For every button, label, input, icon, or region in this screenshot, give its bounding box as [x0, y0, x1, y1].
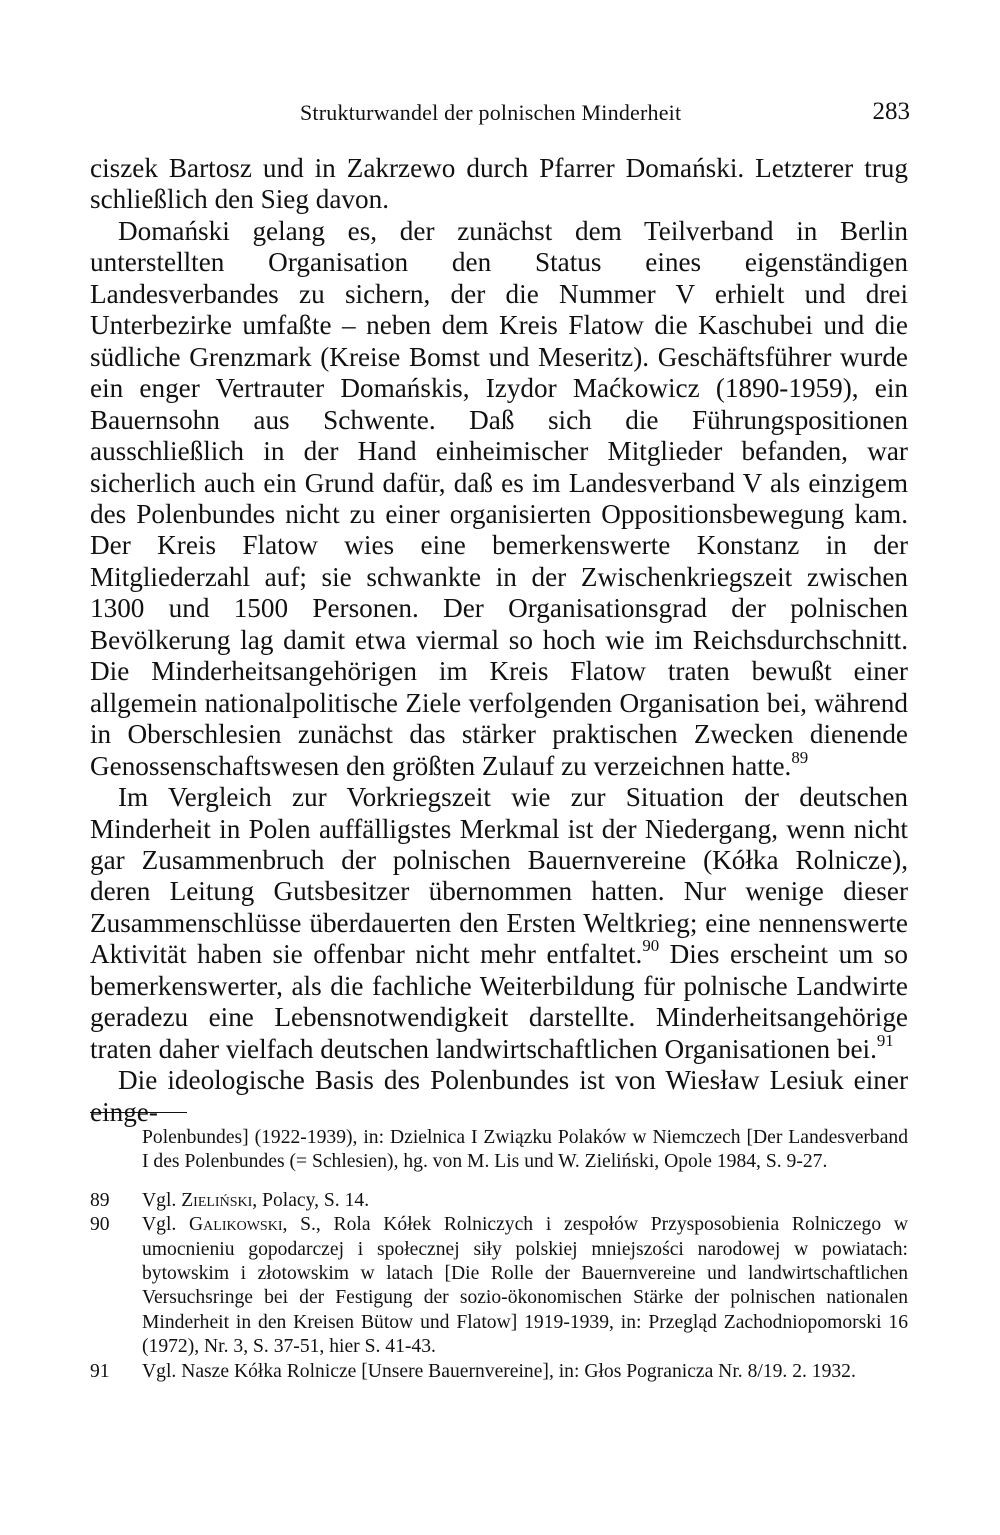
- footnote-author: Galikowski: [189, 1214, 283, 1236]
- footnote-text: , Polacy, S. 14.: [252, 1189, 370, 1211]
- page-number: 283: [872, 98, 910, 125]
- footnote-number: 89: [90, 1189, 110, 1211]
- footnote-ref-91: 91: [876, 1030, 894, 1050]
- main-text: [90, 153, 908, 1128]
- footnote-separator: [90, 1112, 187, 1113]
- footnote-89: [90, 1189, 908, 1213]
- paragraph-3-text-b: Dies erscheint um so bemerkenswerter, als die fachliche Weiterbildung für polnische Landwirte geradezu eine Lebensnotwendigkeit darstellte. Minderheitsangehörige traten daher vielfach deutschen landwirtschaftlichen Organisationen bei.: [90, 939, 908, 1064]
- footnote-91: [90, 1360, 908, 1384]
- footnote-continued-text: Polenbundes] (1922-1939), in: Dzielnica I Związku Polaków w Niemczech [Der Landesverband I des Polenbundes (= Schlesien), hg. von M. Lis und W. Zieliński, Opole 1984, S. 9-27.: [142, 1127, 908, 1173]
- paragraph-4: Die ideologische Basis des Polenbundes ist von Wiesław Lesiuk einer einge-: [90, 1065, 908, 1127]
- paragraph-1: ciszek Bartosz und in Zakrzewo durch Pfarrer Domański. Letzterer trug schließlich den Sieg davon.: [90, 153, 908, 215]
- footnotes: [90, 1126, 908, 1384]
- footnote-ref-89: 89: [791, 747, 809, 767]
- footnote-text: Vgl. Nasze Kółka Rolnicze [Unsere Bauernvereine], in: Głos Pogranicza Nr. 8/19. 2. 1932.: [142, 1360, 856, 1382]
- footnote-number: 91: [90, 1360, 110, 1382]
- footnote-text: Vgl.: [142, 1214, 190, 1236]
- footnote-number: 90: [90, 1214, 110, 1236]
- footnote-text: , S., Rola Kółek Rolniczych i zespołów Przysposobienia Rolniczego w umocnieniu gopodarczej i społecznej siły polskiej mniejszości narodowej w powiatach: bytowskim i złotowskim w latach [Die Rolle der Bauernvereine und landwirtschaftlichen Versuchsringe bei der Festigung der sozio-ökonomischen Stärke der polnischen nationalen Minderheit in den Kreisen Bütow und Flatow] 1919-1939, in: Przegląd Zachodniopomorski 16 (1972), Nr. 3, S. 37-51, hier S. 41-43.: [142, 1214, 908, 1358]
- footnote-90: [90, 1213, 908, 1359]
- footnote-text: Vgl.: [142, 1189, 182, 1211]
- footnote-ref-90: 90: [642, 936, 660, 956]
- paragraph-2: [90, 216, 908, 782]
- paragraph-2-text: Domański gelang es, der zunächst dem Teilverband in Berlin unterstellten Organisation den Status eines eigenständigen Landesverbandes zu sichern, der die Nummer V erhielt und drei Unterbezirke umfaßte – neben dem Kreis Flatow die Kaschubei und die südliche Grenzmark (Kreise Bomst und Meseritz). Geschäftsführer wurde ein enger Vertrauter Domańskis, Izydor Maćkowicz (1890-1959), ein Bauernsohn aus Schwente. Daß sich die Führungspositionen ausschließlich in der Hand einheimischer Mitglieder befanden, war sicherlich auch ein Grund dafür, daß es im Landesverband V als einzigem des Polenbundes nicht zu einer organisierten Oppositionsbewegung kam. Der Kreis Flatow wies eine bemerkenswerte Konstanz in der Mitgliederzahl auf; sie schwankte in der Zwischenkriegszeit zwischen 1300 und 1500 Personen. Der Organisationsgrad der polnischen Bevölkerung lag damit etwa viermal so hoch wie im Reichsdurchschnitt. Die Minderheitsangehörigen im Kreis Flatow traten bewußt einer allgemein nationalpolitische Ziele verfolgenden Organisation bei, während in Oberschlesien zunächst das stärker praktischen Zwecken dienende Genossenschaftswesen den größten Zulauf zu verzeichnen hatte.: [90, 215, 908, 781]
- footnote-continued: [90, 1126, 908, 1175]
- footnote-author: Zieliński: [181, 1189, 253, 1211]
- paragraph-3: [90, 782, 908, 1065]
- paragraph-3-text-a: Im Vergleich zur Vorkriegszeit wie zur Situation der deutschen Minderheit in Polen auffälligstes Merkmal ist der Niedergang, wenn nicht gar Zusammenbruch der polnischen Bauernvereine (Kółka Rolnicze), deren Leitung Gutsbesitzer übernommen hatten. Nur wenige dieser Zusammenschlüsse überdauerten den Ersten Weltkrieg; eine nennenswerte Aktivität haben sie offenbar nicht mehr entfaltet.: [90, 782, 908, 970]
- running-title: Strukturwandel der polnischen Minderheit: [300, 100, 682, 125]
